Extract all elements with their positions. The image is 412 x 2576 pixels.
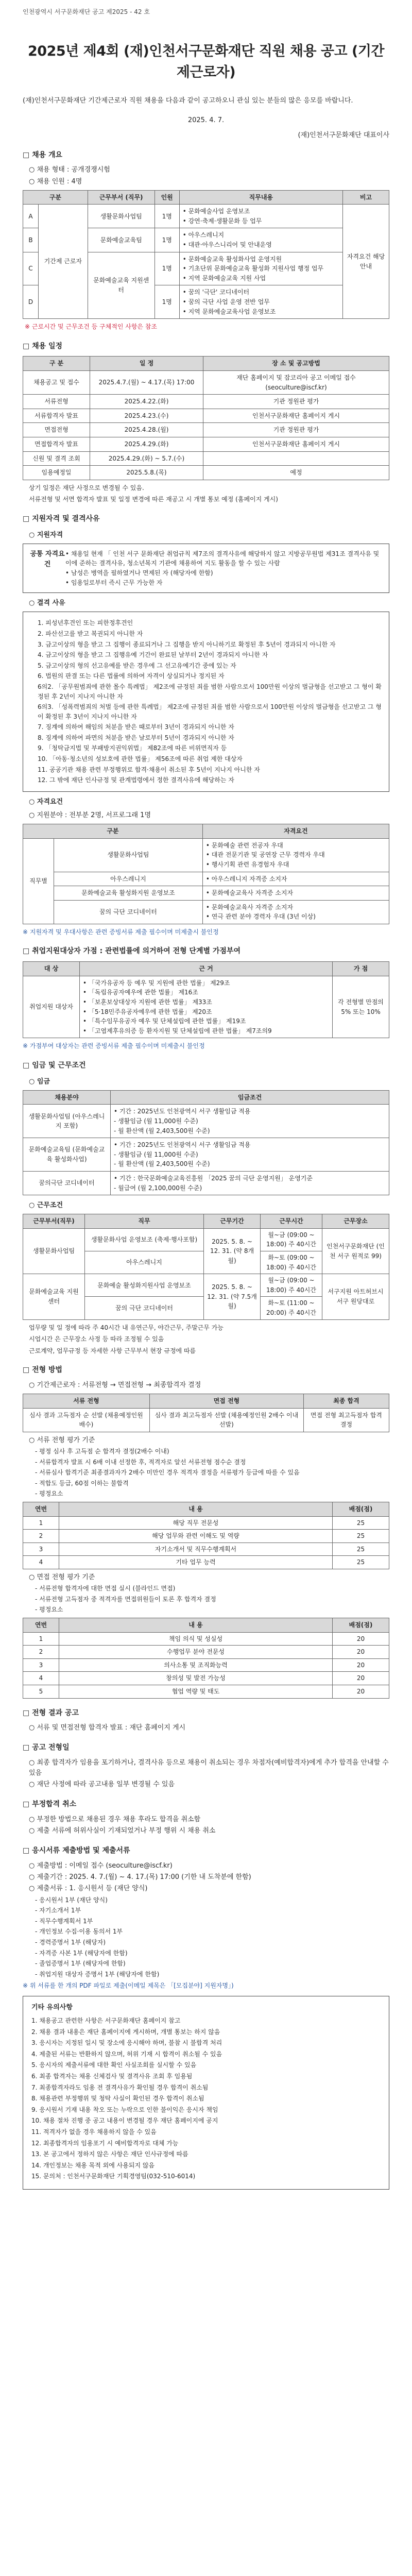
table-row: [23, 1408, 389, 1432]
note-cell: 자격요건 해당안내: [343, 205, 389, 319]
col-header: 근무부서(직무): [23, 1214, 85, 1229]
table-row: [23, 886, 389, 901]
list-item: - 취업지원 대상자 증명서 1부 (해당자에 한함): [35, 1970, 389, 1979]
intro-text: (재)인천서구문화재단 기간제근로자 직원 채용을 다음과 같이 공고하오니 관심 있는 분들의 많은 응모를 바랍니다.: [23, 97, 353, 105]
list-item: - 직무수행계획서 1부: [35, 1917, 389, 1926]
req-name: 꿈의 극단 코디네이터: [54, 900, 203, 924]
interview-scoring-table: [23, 1618, 389, 1699]
col-header: 대 상: [23, 962, 80, 976]
cell: 25: [333, 1530, 389, 1543]
requirements-sub: ○ 지원분야 : 전부분 2명, 서프로그래 1명: [29, 810, 389, 821]
selection-cell: 심사 결과 고득점자 순 선발 (채용예정인원 배수): [23, 1408, 150, 1432]
wage-cond: • 기간 : 2025년도 인천광역시 서구 생활임금 적용 - 생활임금 (월 11,000원 수준) - 월 환산액 (월 2,403,500원 수준): [111, 1138, 389, 1172]
list-item: 5. 응시자의 제출서류에 대한 확인 사실조회를 실시할 수 있음: [31, 2061, 197, 2069]
common-qualification-text: • 채용일 현재 「 인천 서구 문화재단 취업규칙 제7조의 결격사유에 해당하지 않고 지방공무원법 제31조 결격사유 및 이에 준하는 결격사유, 청소년복지 기관에 채용하여 지도 활동을 할 수 있는 사람 • 남성은 병역을 필하였거나 면제된 자 (해당자에 한함) • 임용일로부터 즉시 근무 가능한 자: [65, 550, 380, 586]
duties-cell: • 아우스레니지 • 대관·아우스니리어 및 안내운영: [179, 228, 342, 252]
cell: 2: [23, 1530, 59, 1543]
schedule-name: 임용예정일: [23, 466, 90, 480]
req-text: • 문화예술교육사 자격증 소지자 • 연극 관련 분야 경력자 우대 (3년 이상): [202, 900, 389, 924]
cell: 2: [23, 1646, 59, 1659]
table-row: [23, 437, 389, 452]
schedule-name: 면접합격자 발표: [23, 437, 90, 452]
cond-dept: 생활문화사업팀: [23, 1228, 85, 1274]
list-item: - 서류합격자 발표 시 6배 이내 선정한 후, 적격자로 알선 서류전형 점수순 결정: [35, 1458, 389, 1467]
employment-type: 기간제 근로자: [39, 205, 88, 319]
wage-cond: • 기간 : 2025년도 인천광역시 서구 생활임금 적용 - 생활임금 (월 11,000원 수준) - 월 환산액 (월 2,403,500원 수준): [111, 1105, 389, 1138]
list-item: - 졸업증명서 1부 (해당자에 한함): [35, 1959, 389, 1969]
schedule-when: 2025.4.7.(월) ~ 4.17.(목) 17:00: [90, 371, 203, 395]
section-disqualifications: ○ 결격 사유: [29, 598, 389, 608]
list-item: 6. 법원의 판결 또는 다른 법률에 의하여 자격이 상실되거나 정지된 자: [38, 672, 225, 680]
reserve-line: ○ 재단 사정에 따라 공고내용 일부 변경될 수 있음: [29, 1780, 389, 1790]
section-bonus-points: □ 취업지원대상자 가점 : 관련법률에 의거하여 전형 단계별 가점부여: [23, 946, 389, 957]
schedule-when: 2025.4.28.(월): [90, 423, 203, 437]
schedule-where: 인천서구문화재단 홈페이지 게시: [203, 409, 389, 423]
list-item: 2. 채용 결과 내용은 재단 홈페이지에 게시하며, 개별 통보는 하지 않음: [31, 2028, 220, 2036]
section-results: □ 전형 결과 공고: [23, 1708, 389, 1719]
col-header: 구분: [23, 824, 203, 839]
table-row: [23, 1274, 389, 1297]
table-row: [23, 466, 389, 480]
section-reserve: □ 공고 전형일: [23, 1742, 389, 1754]
section-submission: □ 응시서류 제출방법 및 제출서류: [23, 1845, 389, 1857]
cell: 20: [333, 1658, 389, 1672]
wages-table: [23, 1090, 389, 1195]
dept-cell: 문화예술교육 지원센터: [88, 252, 154, 319]
cell: 20: [333, 1685, 389, 1698]
announcement-date: 2025. 4. 7.: [187, 116, 225, 125]
submission-footnote: ※ 위 서류를 한 개의 PDF 파일로 제출(이메일 제목은 「[모집분야] 지원자명」): [23, 1982, 234, 1990]
list-item: 1. 채용공고 관련한 사항은 서구문화재단 홈페이지 참고: [31, 2017, 181, 2025]
bonus-table: [23, 961, 389, 1038]
cell: 자기소개서 및 직무수행계획서: [59, 1543, 333, 1556]
table-row: [23, 395, 389, 409]
cell: 20: [333, 1646, 389, 1659]
list-item: - 평정요소: [35, 1489, 389, 1499]
schedule-note: 서류전형 및 서면 합격자 발표 및 일정 변경에 따른 재공고 시 개별 통보 예정 (홈페이지 게시): [29, 496, 278, 503]
list-item: 6의3. 「성폭력범죄의 처벌 등에 관한 특례법」 제2조에 규정된 죄를 범한 사람으로서 100만원 이상의 벌금형을 선고받고 그 형이 확정된 후 3년이 지나지 아니한 자: [38, 703, 382, 720]
schedule-when: 2025.4.23.(수): [90, 409, 203, 423]
requirements-footnote: ※ 지원자격 및 우대사항은 관련 증빙서류 제출 필수이며 미제출시 불인정: [23, 928, 219, 936]
row-code: C: [23, 252, 39, 285]
list-item: 13. 본 공고에서 정하지 않은 사항은 재단 인사규정에 따름: [31, 2150, 188, 2158]
duties-cell: • 문화예술교육 활성화사업 운영지원 • 기초단위 문화예술교육 활성화 지원사업 행정 업무 • 지역 문화예술교육 지원 사업: [179, 252, 342, 285]
col-header: 일 정: [90, 357, 203, 371]
row-code: D: [23, 285, 39, 319]
col-header: 가 점: [333, 962, 389, 976]
table-row: [23, 976, 389, 1038]
table-row: [23, 371, 389, 395]
count-cell: 1명: [154, 228, 179, 252]
document-criteria: ○ 서류 전형 평가 기준: [29, 1435, 389, 1446]
duties-cell: • 꿈의 '극단' 코디네이터 • 꿈의 극단 사업 운영 전반 업무 • 지역 문화예술교육사업 운영보조: [179, 285, 342, 319]
list-item: - 서류전형 합격자에 대한 면접 실시 (블라인드 면접): [35, 1584, 389, 1594]
list-item: 5. 금고이상의 형의 선고유예를 받은 경우에 그 선고유예기간 중에 있는 자: [38, 662, 236, 669]
col-header: 비고: [343, 190, 389, 205]
schedule-note: 상기 일정은 재단 사정으로 변경될 수 있음.: [29, 484, 144, 492]
col-header: 면접 전형: [149, 1394, 303, 1409]
schedule-name: 서류전형: [23, 395, 90, 409]
interview-criteria-list: [23, 1584, 389, 1615]
table-row: [23, 1530, 389, 1543]
schedule-name: 신원 및 결격 조회: [23, 451, 90, 466]
cond-job: 생활문화사업 운영보조 (축제·행사포함): [85, 1228, 204, 1251]
notes-box: [23, 1996, 389, 2190]
list-item: 4. 금고이상의 형을 받고 그 집행유예 기간이 완료된 날부터 2년이 경과되지 아니한 자: [38, 651, 268, 659]
cancellation-line: ○ 제출 서류에 허위사실이 기재되었거나 부정 행위 시 채용 취소: [29, 1826, 389, 1836]
schedule-where: 예정: [203, 466, 389, 480]
recruitment-count: ○ 채용 인원 : 4명: [29, 177, 389, 187]
table-row: [23, 1658, 389, 1672]
schedule-name: 서류합격자 발표: [23, 409, 90, 423]
cond-hours: 화~토 (11:00 ~ 20:00) 주 40시간: [261, 1297, 322, 1319]
selection-flow: ○ 기간제근로자 : 서류전형 → 면접전형 → 최종합격자 결정: [29, 1380, 389, 1391]
cell: 25: [333, 1543, 389, 1556]
conditions-note: 시업시간 은 근무장소 사정 등 따라 조정될 수 있음: [29, 1335, 164, 1343]
col-header: 연번: [23, 1618, 59, 1632]
cond-dept: 문화예술교육 지원센터: [23, 1274, 85, 1319]
list-item: 2. 파산선고를 받고 복권되지 아니한 자: [38, 630, 143, 637]
documents-title: ○ 제출서류 : 1. 응시원서 등 (재단 양식): [29, 1884, 389, 1894]
common-qualification-label: 공통 자격요건: [30, 550, 65, 568]
organization-name: (재)인천서구문화재단 대표이사: [298, 131, 389, 139]
list-item: - 서류심사 합격기준 최종결과자가 2배수 미만인 경우 적격자 결정을 서류평가 등급에 따를 수 있음: [35, 1468, 389, 1478]
table-row: [23, 423, 389, 437]
col-header: 내 용: [59, 1618, 333, 1632]
list-item: - 자기소개서 1부: [35, 1906, 389, 1916]
document-number: 인천광역시 서구문화재단 공고 제2025 - 42 호: [23, 8, 150, 15]
section-schedule: □ 채용 일정: [23, 341, 389, 352]
duties-cell: • 문화예술사업 운영보조 • 강연·축제·생활문화 등 업무: [179, 205, 342, 228]
cond-period: 2025. 5. 8. ~ 12. 31. (약 7.5개월): [204, 1274, 261, 1319]
cell: 해당 업무와 관련 이해도 및 역량: [59, 1530, 333, 1543]
dept-cell: 문화예술교육팀: [88, 228, 154, 252]
cond-hours: 화~토 (09:00 ~ 18:00) 주 40시간: [261, 1251, 322, 1274]
cell: 1: [23, 1632, 59, 1646]
cell: 5: [23, 1685, 59, 1698]
section-qualifications: □ 지원자격 및 결격사유: [23, 514, 389, 525]
selection-table: [23, 1394, 389, 1432]
list-item: - 서류전형 고득점자 중 적격자를 면접위원들이 토론 후 합격자 결정: [35, 1595, 389, 1604]
table-row: [23, 1171, 389, 1195]
cell: 1: [23, 1516, 59, 1530]
col-header: 최종 합격: [303, 1394, 389, 1409]
cell: 20: [333, 1672, 389, 1685]
list-item: 3. 금고이상의 형을 받고 그 집행이 종료되거나 그 집행을 받지 아니하기로 확정된 후 5년이 경과되지 아니한 자: [38, 640, 336, 648]
col-header: 연번: [23, 1502, 59, 1517]
col-header: 구 분: [23, 357, 90, 371]
cell: 책임 의식 및 성실성: [59, 1632, 333, 1646]
cell: 창의성 및 발전 가능성: [59, 1672, 333, 1685]
list-item: 3. 응시자는 지정된 일시 및 장소에 응시해야 하며, 불참 시 불합격 처리: [31, 2039, 222, 2047]
overview-footnote: ※ 근로시간 및 근무조건 등 구체적인 사항은 참조: [25, 323, 158, 331]
selection-cell: 심사 결과 최고득점자 선발 (채용예정인원 2배수 이내 선발): [149, 1408, 303, 1432]
req-text: • 문화예술교육사 자격증 소지자: [202, 886, 389, 901]
count-cell: 1명: [154, 205, 179, 228]
req-text: • 아우스레니지 자격증 소지자: [202, 872, 389, 886]
list-item: 9. 응시원서 기재 내용 착오 또는 누락으로 인한 불이익은 응시자 책임: [31, 2106, 218, 2113]
cond-hours: 월~금 (09:00 ~ 18:00) 주 40시간: [261, 1228, 322, 1251]
cond-place: 인천서구문화재단 (인천 서구 원적로 99): [322, 1228, 389, 1274]
bonus-score: 각 전형별 만점의 5% 또는 10%: [333, 976, 389, 1038]
requirements-table: [23, 824, 389, 924]
interview-criteria: ○ 면접 전형 평가 기준: [29, 1572, 389, 1583]
col-header: 장 소 및 공고방법: [203, 357, 389, 371]
reserve-line: ○ 최종 합격자가 임용을 포기하거나, 결격사유 등으로 채용이 취소되는 경우 차점자(예비합격자)에게 추가 합격을 안내할 수 있음: [29, 1758, 389, 1778]
col-header: 직무: [85, 1214, 204, 1229]
col-header: 배점(점): [333, 1502, 389, 1517]
table-row: [23, 1543, 389, 1556]
qualifications-subheading: ○ 지원자격: [29, 530, 389, 540]
wage-dept: 생활문화사업팀 (아우스레니지 포함): [23, 1105, 111, 1138]
col-header: 서류 전형: [23, 1394, 150, 1409]
wage-cond: • 기간 : 한국문화예술교육진흥원 「2025 꿈의 극단 운영지원」 운영기준 - 월급여 (월 2,100,000원 수준): [111, 1171, 389, 1195]
table-row: [23, 838, 389, 872]
section-wages: □ 임금 및 근무조건: [23, 1060, 389, 1072]
cell: 의사소통 및 조직화능력: [59, 1658, 333, 1672]
table-row: [23, 1632, 389, 1646]
conditions-table: [23, 1214, 389, 1319]
submission-line: ○ 제출방법 : 이메일 접수 (seoculture@iscf.kr): [29, 1861, 389, 1871]
submission-line: ○ 제출기간 : 2025. 4. 7.(월) ~ 4. 17.(목) 17:00 (기한 내 도착분에 한함): [29, 1872, 389, 1883]
list-item: 1. 피성년후견인 또는 피한정후견인: [38, 619, 133, 627]
cell: 기타 업무 능력: [59, 1556, 333, 1569]
cond-period: 2025. 5. 8. ~ 12. 31. (약 8개월): [204, 1228, 261, 1274]
list-item: 7. 최종합격자라도 임용 전 결격사유가 확인될 경우 합격이 취소됨: [31, 2083, 209, 2091]
col-header: 구분: [23, 190, 88, 205]
cell: 수행업무 분야 전문성: [59, 1646, 333, 1659]
schedule-name: 채용공고 및 접수: [23, 371, 90, 395]
list-item: 9. 「청탁금지법 및 부패방지권익위법」 제82조에 따른 비위면직자 등: [38, 744, 227, 752]
conditions-note: 업무량 및 일 정에 따라 주 40시간 내 유연근무, 야간근무, 주말근무 가능: [29, 1324, 224, 1331]
list-item: 8. 채용관련 부정행위 및 청탁 사실이 확인된 경우 합격이 취소됨: [31, 2095, 204, 2103]
col-header: 내 용: [59, 1502, 333, 1517]
schedule-when: 2025.4.29.(화): [90, 437, 203, 452]
notes-list: [31, 2016, 381, 2181]
list-item: 6. 최종 합격자는 채용 신체검사 및 결격사유 조회 후 임용됨: [31, 2073, 193, 2080]
notes-title: 기타 유의사항: [31, 2003, 73, 2011]
bonus-footnote: ※ 가점부여 대상자는 관련 증빙서류 제출 필수이며 미제출시 불인정: [23, 1042, 205, 1050]
table-row: [23, 872, 389, 886]
list-item: 11. 공공기관 채용 관련 부정행위로 합격·채용이 취소된 후 5년이 지나지 아니한 자: [38, 766, 260, 773]
table-row: [23, 1138, 389, 1172]
list-item: 4. 제출된 서류는 반환하지 않으며, 허위 기재 시 합격이 취소될 수 있음: [31, 2050, 222, 2058]
list-item: 10. 채용 절차 진행 중 공고 내용이 변경될 경우 재단 홈페이지에 공지: [31, 2117, 218, 2125]
table-row: [23, 1556, 389, 1569]
documents-list: [23, 1895, 389, 1979]
conditions-subheading: ○ 근무조건: [29, 1200, 389, 1211]
table-row: [23, 205, 389, 228]
table-row: [23, 1685, 389, 1698]
col-header: 근무장소: [322, 1214, 389, 1229]
schedule-where: 재단 홈페이지 및 잡코리아 공고 이메일 접수(seoculture@iscf.kr): [203, 371, 389, 395]
cell: 25: [333, 1516, 389, 1530]
disqualification-box: [23, 612, 389, 792]
schedule-when: 2025.5.8.(목): [90, 466, 203, 480]
bonus-basis: • 「국가유공자 등 예우 및 지원에 관한 법률」 제29조 • 「독립유공자예우에 관한 법률」 제16조 • 「보훈보상대상자 지원에 관한 법률」 제33조 • 「5·18민주유공자예우에 관한 법률」 제20조 • 「특수임무유공자 예우 및 단체설립에 관한 법률」 제19조 • 「고엽제후유의증 등 환자지원 및 단체설립에 관한 법률」 제7조의9: [80, 976, 333, 1038]
overview-table: [23, 190, 389, 319]
table-row: [23, 1228, 389, 1251]
list-item: 10. 「아동·청소년의 성보호에 관한 법률」 제56조에 따른 취업 제한 대상자: [38, 755, 243, 763]
list-item: 7. 징계에 의하여 해임의 처분을 받은 때로부터 3년이 경과되지 아니한 자: [38, 723, 234, 731]
disqualification-list: [38, 618, 383, 785]
col-header: 근 거: [80, 962, 333, 976]
cond-job: 문화예술 활성화지원사업 운영보조: [85, 1274, 204, 1297]
col-header: 임금조건: [111, 1090, 389, 1105]
group-cell: 직무별: [23, 838, 54, 924]
cell: 해당 직무 전문성: [59, 1516, 333, 1530]
list-item: 12. 최종합격자의 임용포기 시 예비합격자로 대체 가능: [31, 2139, 179, 2147]
selection-cell: 면접 전형 최고득점자 합격 결정: [303, 1408, 389, 1432]
col-header: 근무기간: [204, 1214, 261, 1229]
table-row: [23, 900, 389, 924]
section-selection: □ 전형 방법: [23, 1365, 389, 1376]
document-scoring-table: [23, 1502, 389, 1569]
col-header: 자격요건: [202, 824, 389, 839]
list-item: 11. 적격자가 없을 경우 채용하지 않을 수 있음: [31, 2128, 157, 2136]
page-title: 2025년 제4회 (재)인천서구문화재단 직원 채용 공고 (기간제근로자): [28, 43, 384, 81]
cell: 3: [23, 1543, 59, 1556]
cell: 20: [333, 1632, 389, 1646]
cond-job: 꿈의 극단 코디네이터: [85, 1297, 204, 1319]
table-row: [23, 451, 389, 466]
list-item: - 개인정보 수집·이용 동의서 1부: [35, 1927, 389, 1937]
bonus-target: 취업지원 대상자: [23, 976, 80, 1038]
row-code: A: [23, 205, 39, 228]
req-text: • 문화예술 관련 전공자 우대 • 대관 전문기관 및 공연장 근무 경력자 우대 • 행사기획 관련 유경험자 우대: [202, 838, 389, 872]
cond-place: 서구지원 아트허브시 서구 원당대로: [322, 1274, 389, 1319]
list-item: - 적합도 등급, 60점 이하는 불합격: [35, 1479, 389, 1488]
col-header: 배점(점): [333, 1618, 389, 1632]
count-cell: 1명: [154, 285, 179, 319]
cancellation-line: ○ 부정한 방법으로 채용된 경우 채용 후라도 합격을 취소함: [29, 1815, 389, 1825]
list-item: - 평정요소: [35, 1605, 389, 1615]
count-cell: 1명: [154, 252, 179, 285]
cell: 3: [23, 1658, 59, 1672]
wage-dept: 꿈의극단 코디네이터: [23, 1171, 111, 1195]
list-item: 8. 징계에 의하여 파면의 처분을 받은 날로부터 5년이 경과되지 아니한 자: [38, 734, 234, 741]
col-header: 채용분야: [23, 1090, 111, 1105]
document-criteria-list: [23, 1447, 389, 1499]
table-row: [23, 409, 389, 423]
row-code: B: [23, 228, 39, 252]
req-name: 생활문화사업팀: [54, 838, 203, 872]
col-header: 근무부서 (직무): [88, 190, 154, 205]
list-item: 14. 개인정보는 채용 목적 외에 사용되지 않음: [31, 2161, 155, 2169]
schedule-where: 기관 정원관 평가: [203, 395, 389, 409]
col-header: 인원: [154, 190, 179, 205]
list-item: 15. 문의처 : 인천서구문화재단 기획경영팀(032-510-6014): [31, 2173, 196, 2180]
list-item: - 경력증명서 1부 (해당자): [35, 1938, 389, 1947]
req-name: 문화예술교육 활성화지원 운영보조: [54, 886, 203, 901]
results-line: ○ 서류 및 면접전형 합격자 발표 : 재단 홈페이지 게시: [29, 1723, 389, 1733]
cell: 4: [23, 1672, 59, 1685]
cond-job: 아우스레니지: [85, 1251, 204, 1274]
req-name: 아우스레니지: [54, 872, 203, 886]
schedule-where: 기관 정원관 평가: [203, 423, 389, 437]
cell: 협업 역량 및 태도: [59, 1685, 333, 1698]
schedule-when: 2025.4.22.(화): [90, 395, 203, 409]
schedule-where: [203, 451, 389, 466]
schedule-where: 인천서구문화재단 홈페이지 게시: [203, 437, 389, 452]
list-item: 12. 그 밖에 재단 인사규정 및 관계법령에서 정한 결격사유에 해당하는 자: [38, 776, 234, 784]
col-header: 근무시간: [261, 1214, 322, 1229]
cell: 4: [23, 1556, 59, 1569]
dept-cell: 생활문화사업팀: [88, 205, 154, 228]
cond-hours: 월~금 (09:00 ~ 18:00) 주 40시간: [261, 1274, 322, 1297]
section-recruitment-overview: □ 채용 개요: [23, 150, 389, 161]
list-item: - 평정 심사 후 고득점 순 합격자 결정(2배수 이내): [35, 1447, 389, 1456]
schedule-name: 면접전형: [23, 423, 90, 437]
list-item: - 응시원서 1부 (재단 양식): [35, 1895, 389, 1905]
conditions-note: 근로계약, 업무규정 등 자세한 사항 근무부서 현장 규정에 따름: [29, 1347, 196, 1354]
section-cancellation: □ 부정합격 취소: [23, 1799, 389, 1810]
common-qualification-box: [23, 544, 389, 593]
cell: 25: [333, 1556, 389, 1569]
recruitment-type: ○ 채용 형태 : 공개경쟁시험: [29, 165, 389, 175]
section-requirements: ○ 자격요건: [29, 797, 389, 807]
col-header: 직무내용: [179, 190, 342, 205]
schedule-when: 2025.4.29.(화) ~ 5.7.(수): [90, 451, 203, 466]
table-row: [23, 1105, 389, 1138]
wages-subheading: ○ 임금: [29, 1077, 389, 1087]
table-row: [23, 1646, 389, 1659]
table-row: [23, 1672, 389, 1685]
list-item: 6의2. 「공무원범죄에 관한 몰수 특례법」 제2조에 규정된 죄를 범한 사람으로서 100만원 이상의 벌금형을 선고받고 그 형이 확정된 후 2년이 지나지 아니한 자: [38, 683, 382, 700]
wage-dept: 문화예술교육팀 (문화예술교육 활성화사업): [23, 1138, 111, 1172]
table-row: [23, 1516, 389, 1530]
schedule-table: [23, 356, 389, 480]
list-item: - 자격증 사본 1부 (해당자에 한함): [35, 1948, 389, 1958]
